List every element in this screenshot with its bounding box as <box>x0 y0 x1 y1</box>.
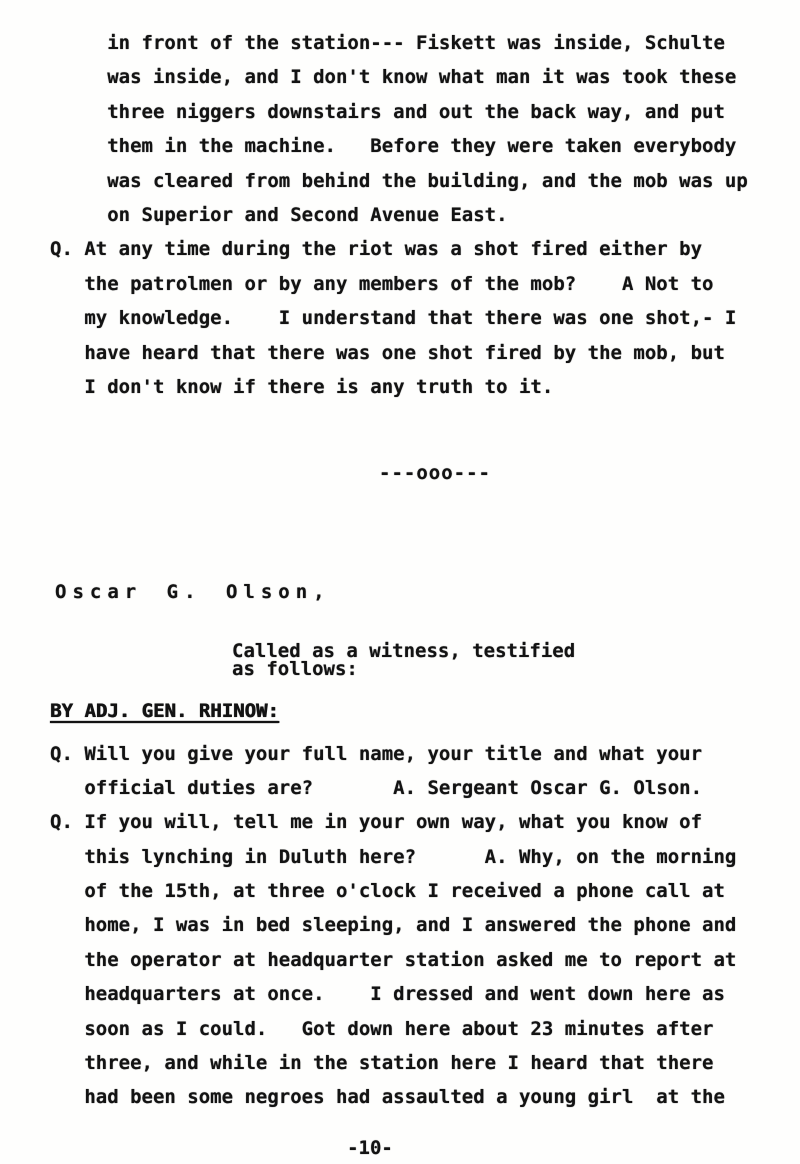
text-line: the operator at headquarter station asked me to report at <box>50 948 737 971</box>
page-number: -10- <box>347 1136 393 1159</box>
question-answer-block-shot-fired <box>50 232 800 404</box>
text-line: Q. If you will, tell me in your own way, what you know of <box>50 811 703 834</box>
text-line: was cleared from behind the building, and the mob was up <box>50 169 748 192</box>
text-line: my knowledge. I understand that there was one shot,- I <box>50 307 737 330</box>
text-line: soon as I could. Got down here about 23 minutes after <box>50 1017 714 1040</box>
text-line: Q. At any time during the riot was a shot fired either by <box>50 238 703 261</box>
testimony-paragraph-continuation <box>50 26 800 232</box>
witness-intro <box>232 640 800 681</box>
text-line: have heard that there was one shot fired by the mob, but <box>50 341 725 364</box>
witness-name: Oscar G. Olson, <box>55 580 331 603</box>
question-answer-block-olson-testimony <box>50 737 800 1115</box>
text-line: had been some negroes had assaulted a young girl at the <box>50 1086 725 1109</box>
text-line: on Superior and Second Avenue East. <box>50 203 508 226</box>
section-separator: ---ooo--- <box>379 462 491 485</box>
text-line: three niggers downstairs and out the back way, and put <box>50 100 725 123</box>
text-line: as follows: <box>232 658 358 681</box>
text-line: the patrolmen or by any members of the mob? A Not to <box>50 272 714 295</box>
text-line: Q. Will you give your full name, your title and what your <box>50 742 703 765</box>
text-line: of the 15th, at three o'clock I received a phone call at <box>50 880 725 903</box>
text-line: I don't know if there is any truth to it. <box>50 375 554 398</box>
examiner-heading: BY ADJ. GEN. RHINOW: <box>50 700 279 723</box>
text-line: official duties are? A. Sergeant Oscar G. Olson. <box>50 776 703 799</box>
text-line: this lynching in Duluth here? A. Why, on the morning <box>50 845 737 868</box>
text-line: headquarters at once. I dressed and went down here as <box>50 983 725 1006</box>
text-line: three, and while in the station here I heard that there <box>50 1052 714 1075</box>
text-line: Called as a witness, testified <box>232 640 576 663</box>
text-line: in front of the station--- Fiskett was inside, Schulte <box>50 32 725 54</box>
text-line: home, I was in bed sleeping, and I answered the phone and <box>50 914 737 937</box>
text-line: was inside, and I don't know what man it was took these <box>50 66 737 89</box>
text-line: them in the machine. Before they were taken everybody <box>50 135 737 158</box>
